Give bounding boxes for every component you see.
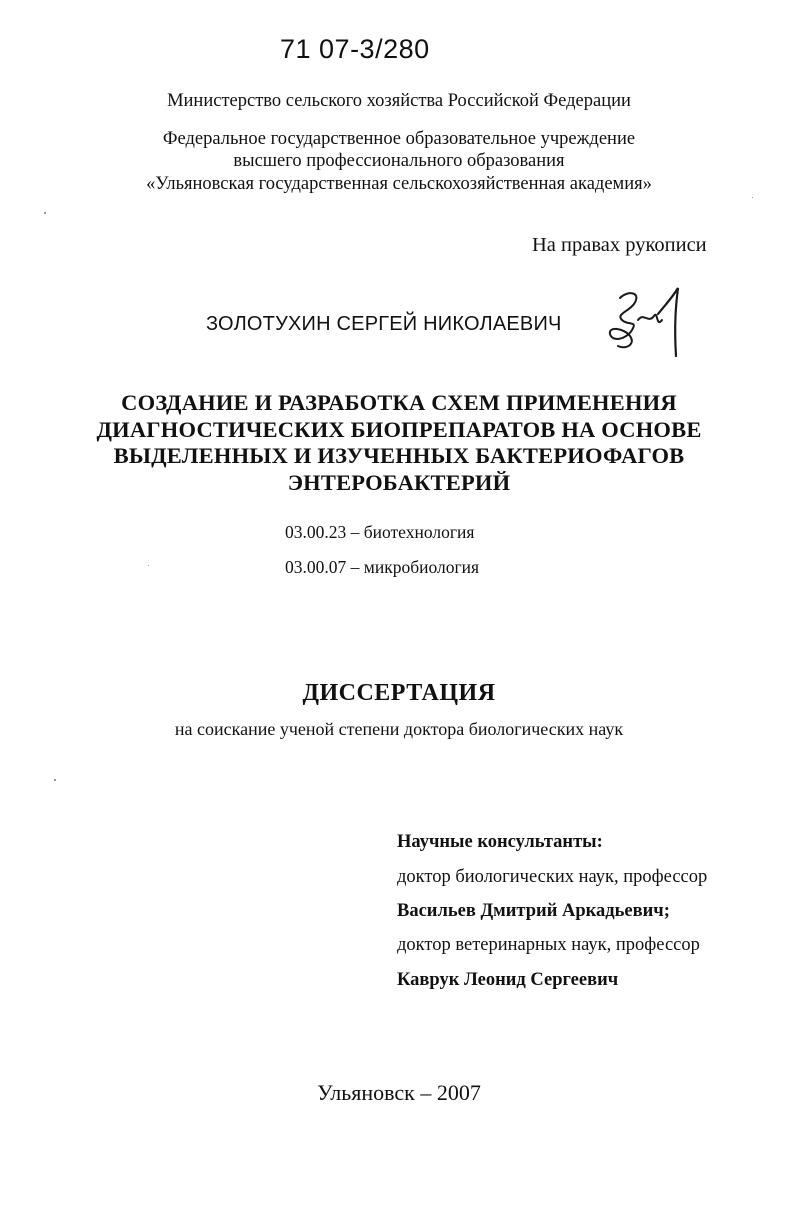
specialty-microbiology: 03.00.07 – микробиология	[285, 557, 480, 577]
consultant-2-name: Каврук Леонид Сергеевич	[397, 970, 619, 990]
author-name: ЗОЛОТУХИН СЕРГЕЙ НИКОЛАЕВИЧ	[206, 313, 562, 335]
consultant-2-degree: доктор ветеринарных наук, профессор	[397, 935, 700, 955]
document-type: ДИССЕРТАЦИЯ	[302, 680, 496, 706]
consultant-1-degree: доктор биологических наук, профессор	[397, 867, 708, 887]
title-line-3: ВЫДЕЛЕННЫХ И ИЗУЧЕННЫХ БАКТЕРИОФАГОВ	[113, 443, 685, 468]
signature-icon	[598, 284, 694, 360]
consultant-1-name: Васильев Дмитрий Аркадьевич;	[397, 901, 670, 921]
title-line-2: ДИАГНОСТИЧЕСКИХ БИОПРЕПАРАТОВ НА ОСНОВЕ	[96, 416, 702, 442]
scan-speck	[54, 779, 56, 781]
dissertation-title	[0, 390, 798, 496]
scan-speck	[752, 197, 753, 198]
ministry-name: Министерство сельского хозяйства Российской Федерации	[167, 91, 631, 111]
specialty-biotechnology: 03.00.23 – биотехнология	[285, 522, 475, 542]
title-line-1: СОЗДАНИЕ И РАЗРАБОТКА СХЕМ ПРИМЕНЕНИЯ	[121, 390, 677, 415]
city-year: Ульяновск – 2007	[317, 1080, 481, 1105]
document-code: 71 07-3/280	[280, 34, 430, 64]
scan-speck	[148, 565, 149, 566]
institution-line-2: высшего профессионального образования	[233, 151, 565, 171]
institution-line-3: «Ульяновская государственная сельскохозяйственная академия»	[146, 174, 652, 194]
title-line-4: ЭНТЕРОБАКТЕРИЙ	[287, 469, 511, 495]
institution-line-1: Федеральное государственное образовательное учреждение	[162, 129, 636, 149]
degree-text: на соискание ученой степени доктора биологических наук	[174, 719, 624, 739]
consultants-heading: Научные консультанты:	[397, 832, 603, 852]
scan-speck	[44, 212, 46, 214]
manuscript-rights-notice: На правах рукописи	[532, 234, 707, 256]
